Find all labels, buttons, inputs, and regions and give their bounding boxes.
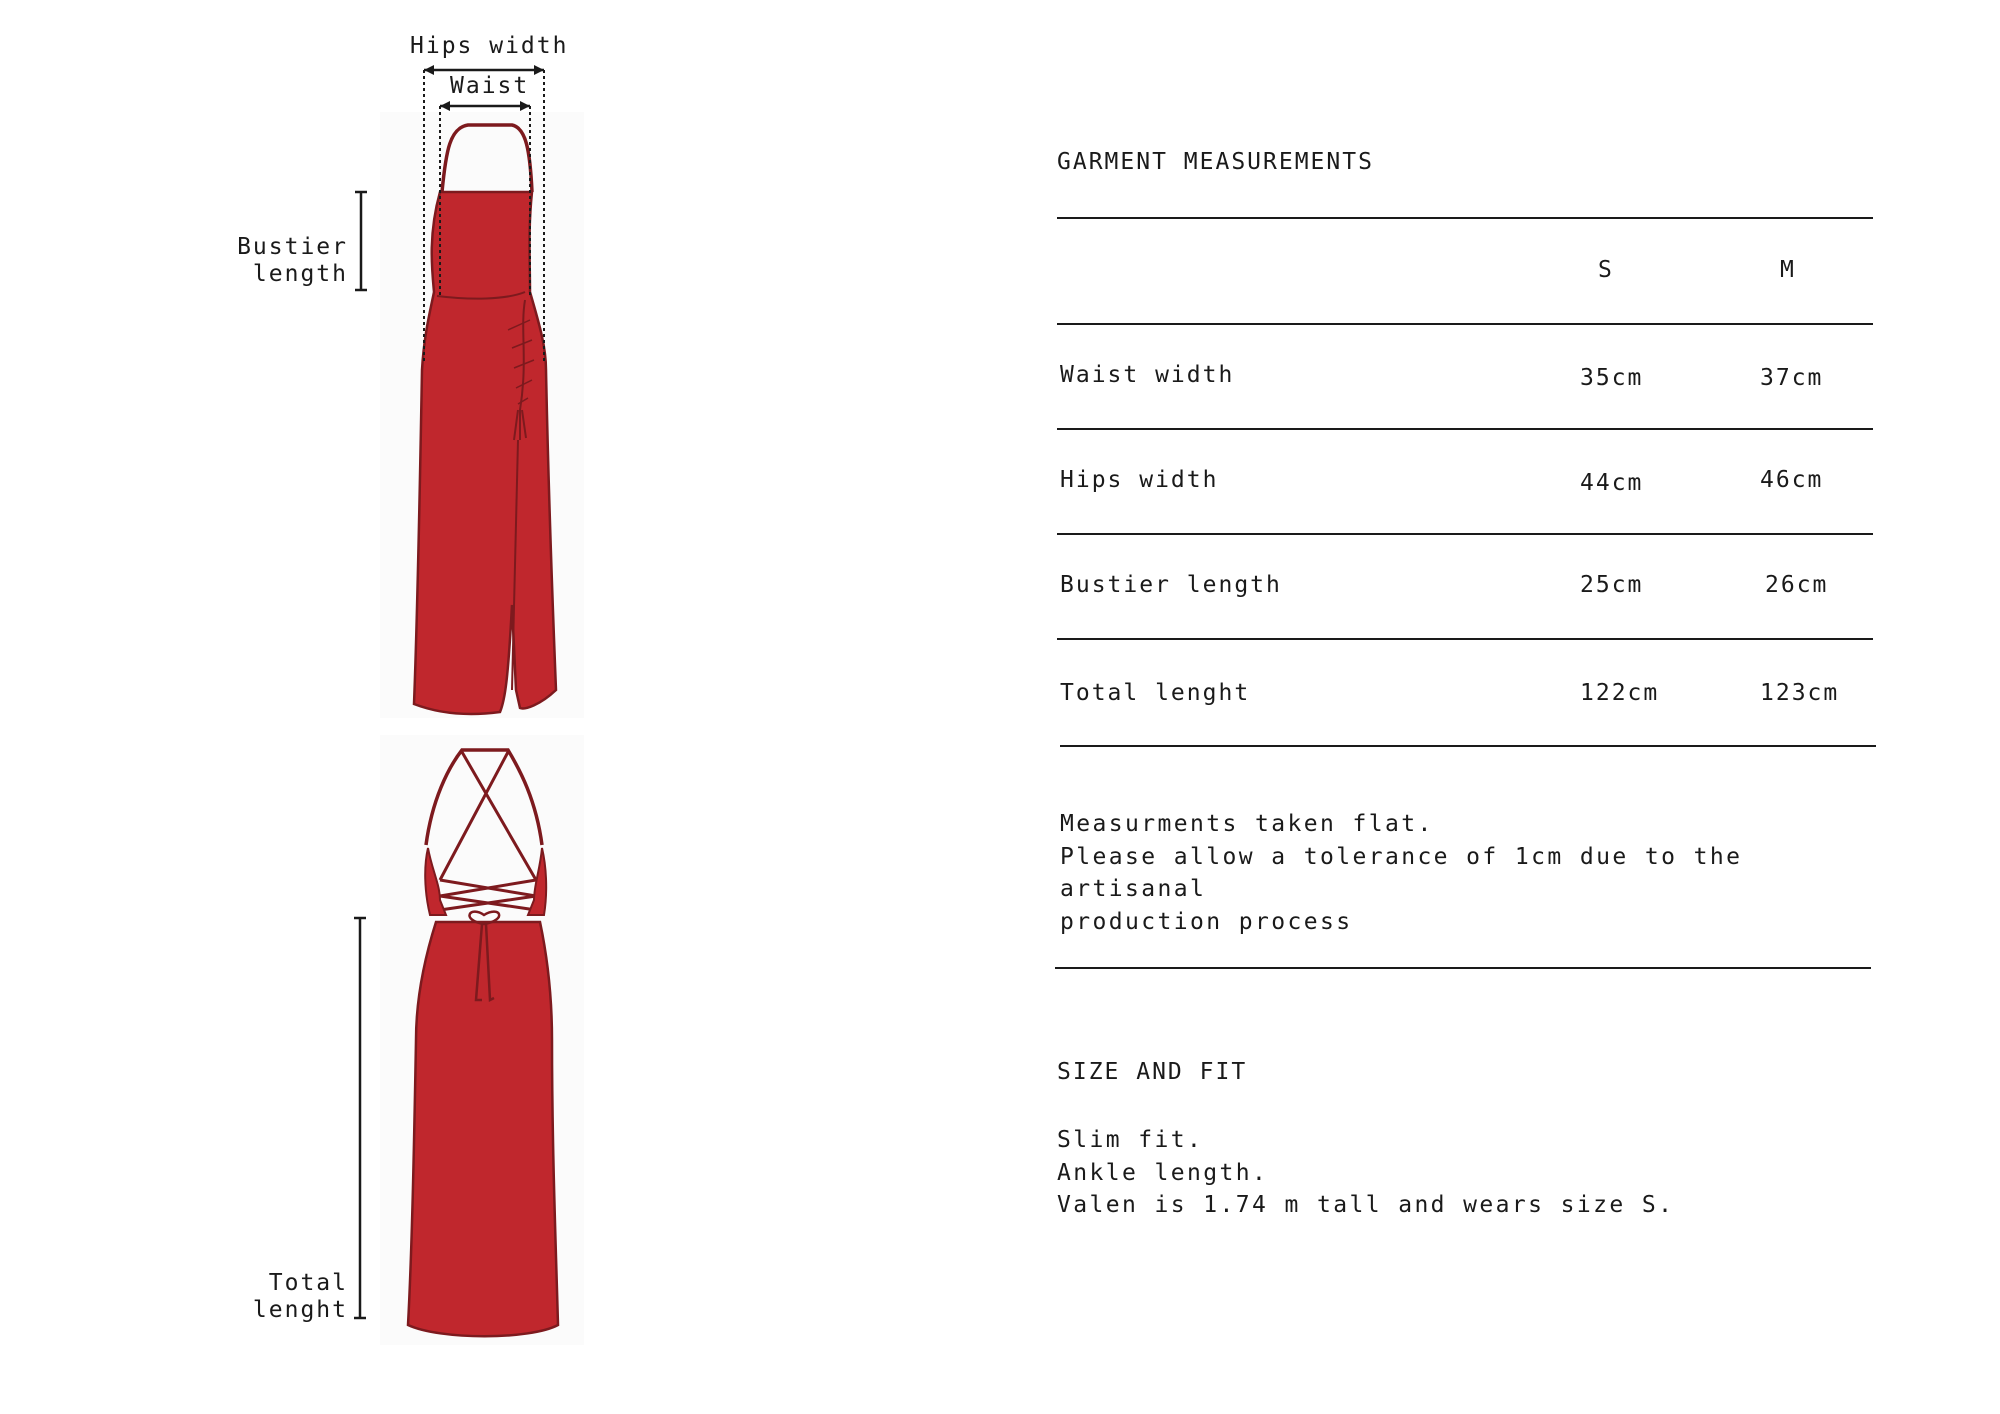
table-top-rule: [1057, 217, 1873, 219]
table-rule: [1057, 638, 1873, 640]
row-size-s: 44cm: [1580, 470, 1644, 496]
bustier-label-line1: Bustier: [237, 234, 348, 260]
row-size-m: 123cm: [1760, 680, 1840, 706]
size-and-fit-text: Slim fit. Ankle length. Valen is 1.74 m tall and wears size S.: [1057, 1127, 1675, 1218]
table-rule: [1057, 533, 1873, 535]
waist-label: Waist: [450, 73, 530, 99]
dress-back-skirt: [408, 922, 558, 1336]
table-bottom-rule: [1060, 745, 1876, 747]
row-label: Bustier length: [1060, 572, 1282, 598]
table-rule: [1057, 428, 1873, 430]
garment-measurements-title: GARMENT MEASUREMENTS: [1057, 149, 1374, 175]
row-size-s: 25cm: [1580, 572, 1644, 598]
row-size-m: 46cm: [1760, 467, 1824, 493]
row-size-s: 35cm: [1580, 365, 1644, 391]
hips-width-label: Hips width: [410, 33, 569, 59]
row-size-m: 37cm: [1760, 365, 1824, 391]
row-label: Waist width: [1060, 362, 1235, 388]
section-divider: [1055, 967, 1871, 969]
row-size-m: 26cm: [1765, 572, 1829, 598]
size-m-header: M: [1780, 257, 1796, 283]
size-s-header: S: [1598, 257, 1614, 283]
total-label-line1: Total: [268, 1270, 348, 1296]
bustier-label-line2: length: [252, 261, 348, 287]
total-label-line2: lenght: [252, 1297, 348, 1323]
table-rule: [1057, 323, 1873, 325]
measurement-note: Measurments taken flat. Please allow a tolerance of 1cm due to the artisanal production process: [1060, 811, 1743, 935]
row-size-s: 122cm: [1580, 680, 1660, 706]
row-label: Hips width: [1060, 467, 1219, 493]
size-and-fit-title: SIZE AND FIT: [1057, 1059, 1248, 1085]
row-label: Total lenght: [1060, 680, 1251, 706]
